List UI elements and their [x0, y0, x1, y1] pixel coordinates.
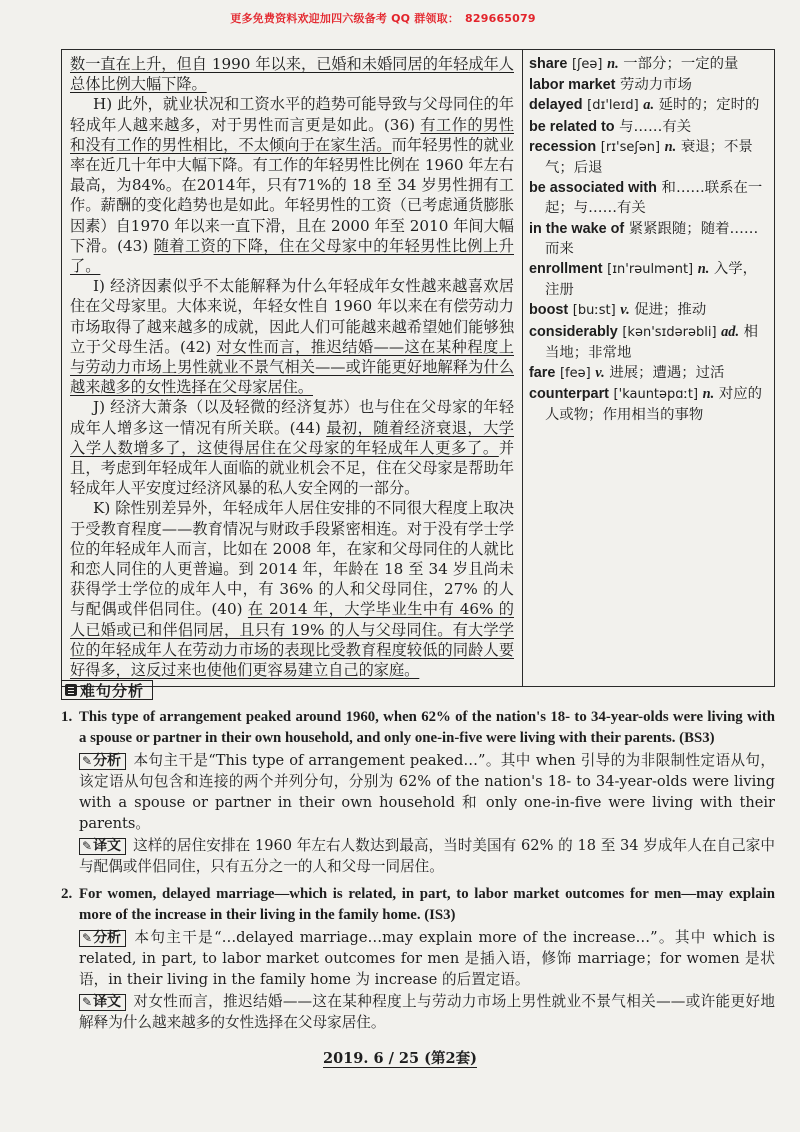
- vocab-phonetic: [kən'sɪdərəbli]: [622, 324, 717, 340]
- analysis-label-text: 分析: [93, 930, 122, 946]
- qq-group-number: 829665079: [465, 12, 536, 25]
- translation-label-text: 译文: [93, 994, 122, 1010]
- vocab-phonetic: ['kauntəpɑːt]: [613, 387, 699, 403]
- vocab-entry: [529, 54, 770, 75]
- paragraph-label: H): [93, 95, 113, 114]
- sentence-source: (IS3): [424, 907, 456, 923]
- translation-text: 这样的居住安排在 1960 年左右人数达到最高，当时美国有 62% 的 18 至 34 岁成年人在自己家中与配偶或伴侣同住，只有五分之一的人和父母一同居住。: [79, 837, 775, 875]
- vocabulary-column: [523, 50, 774, 686]
- vocab-entry: [529, 95, 770, 116]
- underlined-answer-text: 随着工资的下降，住在父母家中的年轻男性比例上升了。: [70, 236, 514, 276]
- vocab-meaning: 对应的人或物；作用相当的事物: [545, 386, 763, 424]
- difficult-sentence-section: [61, 680, 775, 1068]
- vocab-term: in the wake of: [529, 220, 625, 237]
- sentence-item: [61, 707, 775, 877]
- paragraph-label: I): [93, 277, 105, 296]
- vocab-term: boost: [529, 302, 569, 319]
- translation-label: [79, 838, 126, 855]
- page-footer: 2019. 6 / 25 (第2套): [323, 1050, 477, 1067]
- vocab-phonetic: [ɪn'rəulmənt]: [607, 262, 694, 278]
- vocab-meaning: 与……有关: [619, 118, 692, 135]
- translation-column: [62, 50, 523, 686]
- vocab-phonetic: [rɪ'seʃən]: [600, 139, 661, 155]
- vocab-entry: [529, 322, 770, 363]
- vocab-meaning: 延时的；定时的: [658, 97, 760, 114]
- translation-vocab-table: [61, 49, 775, 687]
- analysis-text: 本句主干是“This type of arrangement peaked…”。其中 when 引导的为非限制性定语从句，该定语从句包含和连接的两个并列分句，分别为 62% of the nation's 18- to 34-year-olds were living with a spouse or partner in their own household 和 only one-in-five were living with their parents。: [79, 752, 775, 832]
- vocab-meaning: 相当地；非常地: [545, 323, 759, 361]
- english-sentence: [79, 707, 775, 749]
- section-title: 难句分析: [80, 681, 145, 700]
- pencil-icon: ✎: [82, 754, 93, 768]
- vocab-phonetic: [buːst]: [572, 303, 616, 319]
- vocab-part-of-speech: n.: [697, 261, 710, 278]
- analysis-label: [79, 930, 126, 947]
- notebook-icon: [65, 684, 77, 696]
- translation-text: 而年轻男性的就业率在近几十年中大幅下降。有工作的年轻男性比例在 1960 年左右最高，为84%。在2014年，只有71%的 18 至 34 岁男性拥有工作。薪酬的变化趋势也是如此。年轻男性的工资（已考虑通货膨胀因素）自1970 年以来一直下滑，且在 2000 年至 2010 年间大幅下滑。(43): [70, 135, 515, 255]
- vocab-part-of-speech: a.: [643, 97, 655, 114]
- paragraph-label: K): [93, 499, 111, 518]
- translation-paragraph: [70, 276, 514, 397]
- pencil-icon: ✎: [82, 839, 93, 853]
- vocab-part-of-speech: n.: [664, 138, 677, 155]
- sentence-text: For women, delayed marriage—which is related, in part, to labor market outcomes for men—may explain more of the increase in their living in the family home.: [79, 886, 775, 923]
- translation-text: 除性别差异外，年轻成年人居住安排的不同很大程度上取决于受教育程度——教育情况与财政手段紧密相连。对于没有学士学位的年轻成年人而言，比如在 2008 年，在家和父母同住的人就比和恋人同住的人更普遍。到 2014 年，年龄在 18 至 34 岁且尚未获得学士学位的成年人中，有 36% 的人和父母同住，27% 的人与配偶或伴侣同住。(40): [70, 499, 515, 619]
- underlined-answer-text: 在 2014 年，大学毕业生中有 46% 的人已婚或已和伴侣同居，且只有 19% 的人与父母同住。有大学学位的年轻成年人在劳动力市场的表现比受教育程度较低的同龄人要好得多，这反过来也使他们更容易建立自己的家庭。: [70, 600, 514, 680]
- sentence-item: [61, 884, 775, 1033]
- translation-label-text: 译文: [93, 838, 122, 854]
- underlined-answer-text: 数一直在上升，但自 1990 年以来，已婚和未婚同居的年轻成年人总体比例大幅下降。: [70, 55, 514, 94]
- analysis-paragraph: [79, 750, 775, 834]
- vocab-term: labor market: [529, 77, 616, 94]
- translation-text: 并且，考虑到年轻成年人面临的就业机会不足，住在父母家是帮助年轻成年人平安度过经济风暴的私人安全网的一部分。: [70, 438, 514, 498]
- vocab-term: delayed: [529, 97, 583, 114]
- translation-paragraph: [70, 397, 514, 498]
- vocab-entry: [529, 219, 770, 259]
- continuation-paragraph: [70, 54, 514, 94]
- pencil-icon: ✎: [82, 995, 93, 1009]
- vocab-entry: [529, 259, 770, 300]
- vocab-entry: [529, 384, 770, 425]
- vocab-entry: [529, 117, 770, 137]
- vocab-entry: [529, 75, 770, 95]
- sentence-text: This type of arrangement peaked around 1960, when 62% of the nation's 18- to 34-year-olds were living with a spouse or partner in their own household, and only one-in-five were living with their parents.: [79, 709, 775, 746]
- translation-text: 对女性而言，推迟结婚——这在某种程度上与劳动力市场上男性就业不景气相关——或许能更好地解释为什么越来越多的女性选择在父母家居住。: [79, 993, 775, 1031]
- translation-label: [79, 994, 126, 1011]
- vocab-part-of-speech: n.: [702, 386, 715, 403]
- vocab-term: recession: [529, 138, 597, 155]
- vocab-meaning: 一部分；一定的量: [623, 56, 739, 72]
- vocab-meaning: 进展；遭遇；过活: [609, 365, 725, 382]
- english-sentence: [79, 884, 775, 926]
- pencil-icon: ✎: [82, 931, 93, 945]
- vocab-entry: [529, 300, 770, 321]
- vocab-meaning: 衰退；不景气；后退: [545, 138, 753, 177]
- vocab-entry: [529, 178, 770, 218]
- translation-text: 经济大萧条（以及轻微的经济复苏）也与住在父母家的年轻成年人增多这一情况有所关联。(44): [70, 398, 515, 437]
- item-body: [79, 884, 775, 1033]
- vocab-phonetic: [ʃeə]: [571, 57, 603, 72]
- underlined-answer-text: 有工作的男性和没有工作的男性相比，不太倾向于在家生活。: [70, 115, 514, 154]
- vocab-phonetic: [dɪ'leɪd]: [587, 98, 639, 114]
- vocab-part-of-speech: v.: [595, 365, 605, 382]
- translation-paragraph: [79, 835, 775, 877]
- item-number: 2.: [61, 886, 73, 902]
- promo-text: 更多免费资料欢迎加四六级备考 QQ 群领取：: [230, 12, 460, 25]
- vocab-entry: [529, 363, 770, 384]
- vocab-term: counterpart: [529, 386, 609, 403]
- translation-text: 此外，就业状况和工资水平的趋势可能导致与父母同住的年轻成年人越来越多，对于男性而言更是如此。(36): [70, 95, 515, 134]
- vocab-part-of-speech: n.: [607, 56, 619, 72]
- item-number: 1.: [61, 709, 73, 725]
- underlined-answer-text: 对女性而言，推迟结婚——这在某种程度上与劳动力市场上男性就业不景气相关——或许能更好地解释为什么越来越多的女性选择在父母家居住。: [70, 337, 514, 397]
- vocab-term: fare: [529, 365, 556, 382]
- sentence-source: (BS3): [679, 730, 715, 746]
- paragraph-label: J): [93, 398, 106, 417]
- vocab-term: enrollment: [529, 261, 603, 278]
- vocab-meaning: 入学，注册: [545, 261, 758, 299]
- promo-banner: [0, 10, 766, 26]
- vocab-part-of-speech: v.: [620, 302, 630, 319]
- vocab-entry: [529, 137, 770, 178]
- vocab-meaning: 促进；推动: [634, 302, 707, 319]
- underlined-answer-text: 最初，随着经济衰退，大学入学人数增多了，这使得居住在父母家的年轻成年人更多了。: [70, 418, 514, 457]
- analysis-paragraph: [79, 927, 775, 990]
- item-body: [79, 707, 775, 877]
- analysis-label-text: 分析: [93, 753, 122, 769]
- vocab-phonetic: [feə]: [559, 366, 591, 382]
- analysis-label: [79, 753, 126, 770]
- vocab-meaning: 和……联系在一起；与……有关: [545, 180, 763, 217]
- translation-paragraph: [70, 94, 514, 276]
- vocab-term: be related to: [529, 118, 615, 135]
- translation-text: 经济因素似乎不太能解释为什么年轻成年女性越来越喜欢居住在父母家里。大体来说，年轻女性自 1960 年以来在有偿劳动力市场取得了越来越多的成就，因此人们可能越来越希望她们能够独立于父母生活。(42): [70, 277, 515, 356]
- vocab-meaning: 劳动力市场: [619, 77, 692, 94]
- analysis-text: 本句主干是“…delayed marriage…may explain more of the increase…”。其中 which is related, in part, to labor market outcomes for men 是插入语，修饰 marriage；for women 是状语，in their living in the family home 为 increase 的后置定语。: [79, 929, 775, 988]
- vocab-term: be associated with: [529, 180, 657, 197]
- translation-paragraph: [79, 991, 775, 1033]
- vocab-meaning: 紧紧跟随；随着……而来: [545, 220, 759, 257]
- vocab-term: considerably: [529, 323, 618, 340]
- section-heading: [61, 680, 153, 700]
- vocab-part-of-speech: ad.: [721, 323, 740, 340]
- vocab-term: share: [529, 56, 568, 72]
- translation-paragraph: [70, 498, 514, 680]
